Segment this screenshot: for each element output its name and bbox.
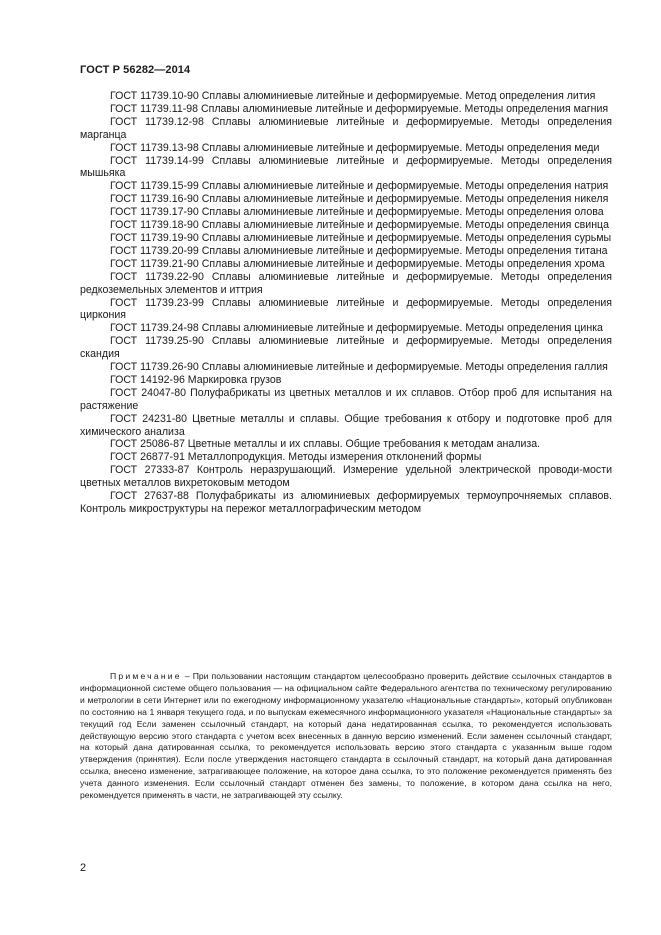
note-text: – При пользовании настоящим стандартом целесообразно проверить действие ссылочных стандартов в информационной системе общего пользования — на официальном сайте Федерального агентства по техническому регулированию и метрологии в сети Интернет или по ежегодному информационному указателю «Национальные стандарты», который опубликован по состоянию на 1 января текущего года, и по выпускам ежемесячного информационного указателя «Национальные стандарты» за текущий год Если заменен ссылочный стандарт, на который дана недатированная ссылка, то рекомендуется использовать действующую версию этого стандарта с учетом всех внесенных в данную версию изменений. Если заменен ссылочный стандарт, на который дана датированная ссылка, то рекомендуется использовать версию этого стандарта с указанным выше годом утверждения (принятия). Если после утверждения настоящего стандарта в ссылочный стандарт, на который дана датированная ссылка, внесено изменение, затрагивающее положение, на которое дана ссылка, то это положение рекомендуется применять без учета данного изменения. Если ссылочный стандарт отменен без замены, то положение, в котором дана ссылка на него, рекомендуется применять в части, не затрагивающей эту ссылку. bbox=[80, 671, 612, 801]
page-number: 2 bbox=[80, 862, 87, 874]
reference-item: ГОСТ 11739.17-90 Сплавы алюминиевые литейные и деформируемые. Методы определения олова bbox=[110, 206, 604, 219]
reference-item: ГОСТ 11739.20-99 Сплавы алюминиевые литейные и деформируемые. Методы определения титана bbox=[110, 244, 608, 257]
reference-item: ГОСТ 11739.23-99 Сплавы алюминиевые литейные и деформируемые. Методы определения циркония bbox=[80, 296, 612, 322]
reference-item: ГОСТ 14192-96 Маркировка грузов bbox=[110, 373, 282, 386]
normative-references-list bbox=[80, 90, 612, 516]
document-code-header: ГОСТ Р 56282—2014 bbox=[80, 64, 191, 76]
reference-item: ГОСТ 11739.13-98 Сплавы алюминиевые литейные и деформируемые. Методы определения меди bbox=[110, 141, 600, 154]
reference-item: ГОСТ 27333-87 Контроль неразрушающий. Измерение удельной электрической проводи-мости цветных металлов вихретоковым методом bbox=[80, 464, 612, 490]
reference-item: ГОСТ 24047-80 Полуфабрикаты из цветных металлов и их сплавов. Отбор проб для испытания на растяжение bbox=[80, 386, 612, 412]
reference-item: ГОСТ 11739.21-90 Сплавы алюминиевые литейные и деформируемые. Методы определения хрома bbox=[110, 257, 605, 270]
reference-item: ГОСТ 11739.11-98 Сплавы алюминиевые литейные и деформируемые. Методы определения магния bbox=[110, 102, 609, 115]
reference-item: ГОСТ 27637-88 Полуфабрикаты из алюминиевых деформируемых термоупрочняемых сплавов. Контроль микроструктуры на пережог металлографическим методом bbox=[80, 490, 612, 515]
reference-item: ГОСТ 11739.25-90 Сплавы алюминиевые литейные и деформируемые. Методы определения скандия bbox=[80, 335, 612, 361]
reference-item: ГОСТ 11739.19-90 Сплавы алюминиевые литейные и деформируемые. Методы определения сурьмы bbox=[110, 231, 612, 244]
reference-item: ГОСТ 11739.12-98 Сплавы алюминиевые литейные и деформируемые. Методы определения марганца bbox=[80, 115, 612, 141]
reference-item: ГОСТ 11739.24-98 Сплавы алюминиевые литейные и деформируемые. Методы определения цинка bbox=[110, 322, 603, 335]
note-paragraph bbox=[80, 671, 612, 802]
reference-item: ГОСТ 11739.10-90 Сплавы алюминиевые литейные и деформируемые. Метод определения лития bbox=[110, 90, 596, 102]
reference-item: ГОСТ 26877-91 Металлопродукция. Методы измерения отклонений формы bbox=[110, 451, 482, 464]
note-block bbox=[80, 671, 612, 802]
reference-item: ГОСТ 11739.14-99 Сплавы алюминиевые литейные и деформируемые. Методы определения мышьяка bbox=[80, 154, 612, 180]
reference-item: ГОСТ 11739.18-90 Сплавы алюминиевые литейные и деформируемые. Методы определения свинца bbox=[110, 219, 610, 232]
reference-item: ГОСТ 11739.16-90 Сплавы алюминиевые литейные и деформируемые. Методы определения никеля bbox=[110, 193, 609, 206]
reference-item: ГОСТ 11739.22-90 Сплавы алюминиевые литейные и деформируемые. Методы определения редкоземельных элементов и иттрия bbox=[80, 270, 612, 296]
reference-item: ГОСТ 11739.26-90 Сплавы алюминиевые литейные и деформируемые. Методы определения галлия bbox=[110, 361, 608, 374]
reference-item: ГОСТ 25086-87 Цветные металлы и их сплавы. Общие требования к методам анализа. bbox=[110, 438, 541, 451]
reference-item: ГОСТ 11739.15-99 Сплавы алюминиевые литейные и деформируемые. Методы определения натрия bbox=[110, 180, 609, 193]
reference-item: ГОСТ 24231-80 Цветные металлы и сплавы. Общие требования к отбору и подготовке проб для химического анализа bbox=[80, 412, 612, 438]
note-label: Примечание bbox=[110, 671, 182, 681]
